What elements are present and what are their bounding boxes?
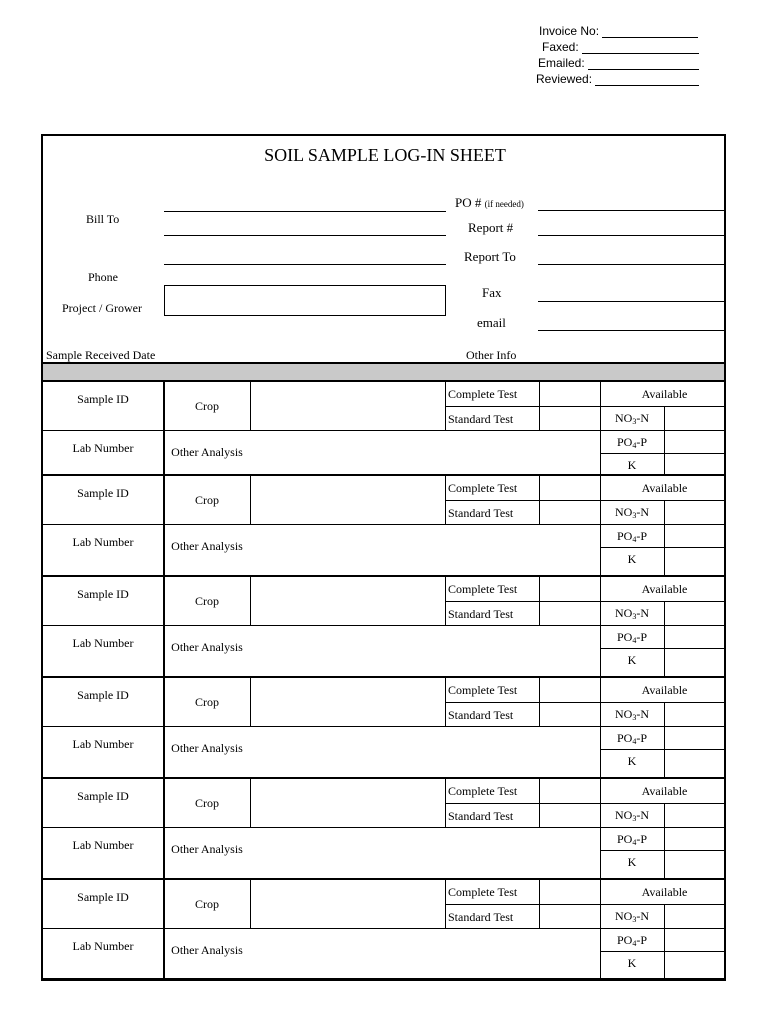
- k-label: K: [627, 653, 637, 667]
- sample-block-divider: [41, 777, 726, 779]
- no3-n-label: [600, 707, 664, 722]
- lab-number-label: Lab Number: [72, 939, 134, 953]
- no3-main: NO: [614, 707, 633, 721]
- crop-field[interactable]: [251, 383, 444, 429]
- emailed-field[interactable]: [588, 58, 699, 70]
- po4-p-label: [600, 832, 664, 847]
- lab-number-label: Lab Number: [72, 838, 134, 852]
- po-label: [455, 195, 524, 211]
- complete-test-label: Complete Test: [448, 481, 518, 495]
- po4-value-field[interactable]: [665, 828, 725, 849]
- other-analysis-label: Other Analysis: [171, 842, 243, 856]
- sample-left-rule: [41, 524, 163, 525]
- crop-field[interactable]: [251, 780, 444, 826]
- available-label: Available: [641, 582, 688, 596]
- sample-block-divider: [41, 575, 726, 577]
- sample-block-divider: [41, 474, 726, 476]
- po-note: (if needed): [484, 199, 524, 209]
- po4-sub: 4: [632, 939, 637, 948]
- report-to-field[interactable]: [538, 264, 726, 265]
- standard-test-label: Standard Test: [448, 506, 514, 520]
- no3-suffix: -N: [636, 909, 649, 923]
- po4-suffix: -P: [636, 832, 647, 846]
- crop-label: Crop: [195, 695, 219, 709]
- po4-main: PO: [616, 933, 633, 947]
- standard-test-checkbox[interactable]: [540, 703, 599, 725]
- crop-field[interactable]: [251, 578, 444, 624]
- k-value-field[interactable]: [665, 952, 725, 978]
- k-value-field[interactable]: [665, 750, 725, 777]
- standard-test-checkbox[interactable]: [540, 905, 599, 927]
- sample-received-date-label: Sample Received Date: [46, 348, 156, 362]
- sample-id-label: Sample ID: [77, 486, 129, 500]
- project-grower-label: Project / Grower: [62, 301, 142, 315]
- sample-id-column-edge: [163, 880, 165, 978]
- other-analysis-field[interactable]: [251, 626, 599, 675]
- po4-p-label: [600, 435, 664, 450]
- available-label: Available: [641, 683, 688, 697]
- complete-test-checkbox[interactable]: [540, 578, 599, 600]
- email-field[interactable]: [538, 330, 726, 331]
- faxed-field[interactable]: [582, 42, 699, 54]
- lab-number-label: Lab Number: [72, 535, 134, 549]
- k-value-field[interactable]: [665, 851, 725, 878]
- standard-test-checkbox[interactable]: [540, 804, 599, 826]
- k-label: K: [627, 855, 637, 869]
- invoice-no-field[interactable]: [602, 26, 698, 38]
- no3-suffix: -N: [636, 707, 649, 721]
- other-analysis-label: Other Analysis: [171, 539, 243, 553]
- faxed-label: Faxed:: [542, 40, 579, 54]
- no3-sub: 3: [632, 612, 637, 621]
- other-analysis-label: Other Analysis: [171, 640, 243, 654]
- standard-test-checkbox[interactable]: [540, 407, 599, 429]
- crop-field[interactable]: [251, 477, 444, 523]
- sample-block-divider: [41, 878, 726, 880]
- no3-main: NO: [614, 505, 633, 519]
- po4-sub: 4: [632, 838, 637, 847]
- no3-main: NO: [614, 411, 633, 425]
- lab-number-label: Lab Number: [72, 737, 134, 751]
- emailed-label: Emailed:: [538, 56, 585, 70]
- sample-left-rule: [41, 625, 163, 626]
- report-to-label: Report To: [464, 249, 516, 264]
- crop-field[interactable]: [251, 881, 444, 927]
- standard-test-label: Standard Test: [448, 809, 514, 823]
- invoice-no-label: Invoice No:: [539, 24, 600, 38]
- no3-sub: 3: [632, 417, 637, 426]
- bill-to-label: Bill To: [86, 212, 120, 226]
- po4-value-field[interactable]: [665, 626, 725, 647]
- po4-p-label: [600, 933, 664, 948]
- page-title: SOIL SAMPLE LOG-IN SHEET: [264, 145, 506, 165]
- sample-left-rule: [41, 430, 163, 431]
- po4-sub: 4: [632, 737, 637, 746]
- k-label: K: [627, 552, 637, 566]
- po4-suffix: -P: [636, 630, 647, 644]
- sample-id-label: Sample ID: [77, 688, 129, 702]
- bill-to-line-2[interactable]: [164, 235, 446, 236]
- no3-n-label: [600, 606, 664, 621]
- reviewed-row: [536, 72, 699, 86]
- fax-label: Fax: [482, 285, 502, 300]
- po4-p-label: [600, 630, 664, 645]
- no3-value-field[interactable]: [665, 804, 725, 826]
- po4-main: PO: [616, 529, 633, 543]
- other-info-label: Other Info: [466, 348, 517, 362]
- no3-sub: 3: [632, 713, 637, 722]
- no3-n-label: [600, 909, 664, 924]
- standard-test-checkbox[interactable]: [540, 602, 599, 624]
- no3-suffix: -N: [636, 606, 649, 620]
- reviewed-field[interactable]: [595, 74, 699, 86]
- project-grower-field[interactable]: [164, 285, 446, 316]
- po4-sub: 4: [632, 441, 637, 450]
- sample-id-label: Sample ID: [77, 789, 129, 803]
- emailed-row: [538, 56, 699, 70]
- no3-main: NO: [614, 909, 633, 923]
- report-no-label: Report #: [468, 220, 514, 235]
- reviewed-label: Reviewed:: [536, 72, 593, 86]
- crop-label: Crop: [195, 594, 219, 608]
- po4-p-label: [600, 731, 664, 746]
- sample-id-column-edge: [163, 382, 165, 474]
- complete-test-checkbox[interactable]: [540, 780, 599, 802]
- bill-to-line-3[interactable]: [164, 264, 446, 265]
- complete-test-checkbox[interactable]: [540, 679, 599, 701]
- k-label: K: [627, 956, 637, 970]
- no3-value-field[interactable]: [665, 501, 725, 523]
- crop-field[interactable]: [251, 679, 444, 725]
- lab-number-label: Lab Number: [72, 441, 134, 455]
- k-value-field[interactable]: [665, 649, 725, 676]
- po4-sub: 4: [632, 636, 637, 645]
- no3-sub: 3: [632, 511, 637, 520]
- sample-left-rule: [41, 928, 163, 929]
- faxed-row: [542, 40, 699, 54]
- sample-id-label: Sample ID: [77, 392, 129, 406]
- standard-test-label: Standard Test: [448, 910, 514, 924]
- po-label-text: PO #: [455, 195, 482, 210]
- sample-left-rule: [41, 827, 163, 828]
- no3-value-field[interactable]: [665, 602, 725, 624]
- po4-p-label: [600, 529, 664, 544]
- bill-to-line-1[interactable]: [164, 211, 446, 212]
- complete-test-label: Complete Test: [448, 582, 518, 596]
- complete-test-label: Complete Test: [448, 784, 518, 798]
- other-analysis-field[interactable]: [251, 525, 599, 574]
- fax-field[interactable]: [538, 301, 726, 302]
- k-label: K: [627, 754, 637, 768]
- no3-suffix: -N: [636, 505, 649, 519]
- other-analysis-label: Other Analysis: [171, 445, 243, 459]
- sample-id-label: Sample ID: [77, 890, 129, 904]
- po4-value-field[interactable]: [665, 727, 725, 748]
- po4-suffix: -P: [636, 435, 647, 449]
- po4-main: PO: [616, 630, 633, 644]
- complete-test-checkbox[interactable]: [540, 881, 599, 903]
- available-label: Available: [641, 481, 688, 495]
- po4-suffix: -P: [636, 529, 647, 543]
- crop-label: Crop: [195, 399, 219, 413]
- section-separator-band: [43, 364, 724, 382]
- crop-label: Crop: [195, 897, 219, 911]
- no3-n-label: [600, 505, 664, 520]
- sample-left-rule: [41, 726, 163, 727]
- no3-value-field[interactable]: [665, 703, 725, 725]
- po4-value-field[interactable]: [665, 431, 725, 452]
- phone-label: Phone: [88, 270, 118, 284]
- other-analysis-field[interactable]: [251, 431, 599, 473]
- sample-block-divider: [41, 676, 726, 678]
- no3-sub: 3: [632, 915, 637, 924]
- sample-block-divider: [41, 978, 726, 980]
- complete-test-label: Complete Test: [448, 683, 518, 697]
- k-value-field[interactable]: [665, 548, 725, 575]
- po4-value-field[interactable]: [665, 525, 725, 546]
- available-label: Available: [641, 784, 688, 798]
- other-analysis-field[interactable]: [251, 828, 599, 877]
- crop-label: Crop: [195, 796, 219, 810]
- sample-id-column-edge: [163, 678, 165, 777]
- other-analysis-field[interactable]: [251, 929, 599, 977]
- other-analysis-label: Other Analysis: [171, 943, 243, 957]
- k-value-field[interactable]: [665, 454, 725, 474]
- email-label: email: [477, 315, 506, 330]
- no3-suffix: -N: [636, 411, 649, 425]
- complete-test-checkbox[interactable]: [540, 383, 599, 405]
- no3-value-field[interactable]: [665, 905, 725, 927]
- crop-label: Crop: [195, 493, 219, 507]
- standard-test-label: Standard Test: [448, 708, 514, 722]
- standard-test-label: Standard Test: [448, 412, 514, 426]
- no3-n-label: [600, 411, 664, 426]
- po4-main: PO: [616, 435, 633, 449]
- po4-main: PO: [616, 731, 633, 745]
- po4-main: PO: [616, 832, 633, 846]
- complete-test-checkbox[interactable]: [540, 477, 599, 499]
- lab-number-label: Lab Number: [72, 636, 134, 650]
- po4-suffix: -P: [636, 731, 647, 745]
- no3-main: NO: [614, 606, 633, 620]
- sample-id-label: Sample ID: [77, 587, 129, 601]
- report-no-field[interactable]: [538, 235, 726, 236]
- standard-test-label: Standard Test: [448, 607, 514, 621]
- no3-value-field[interactable]: [665, 407, 725, 429]
- available-label: Available: [641, 885, 688, 899]
- other-analysis-field[interactable]: [251, 727, 599, 776]
- complete-test-label: Complete Test: [448, 387, 518, 401]
- sample-id-column-edge: [163, 577, 165, 676]
- standard-test-checkbox[interactable]: [540, 501, 599, 523]
- available-label: Available: [641, 387, 688, 401]
- no3-main: NO: [614, 808, 633, 822]
- no3-n-label: [600, 808, 664, 823]
- sample-id-column-edge: [163, 779, 165, 878]
- other-analysis-label: Other Analysis: [171, 741, 243, 755]
- po4-suffix: -P: [636, 933, 647, 947]
- po4-value-field[interactable]: [665, 929, 725, 950]
- sample-id-column-edge: [163, 476, 165, 575]
- k-label: K: [627, 458, 637, 472]
- po-field[interactable]: [538, 210, 726, 211]
- no3-suffix: -N: [636, 808, 649, 822]
- complete-test-label: Complete Test: [448, 885, 518, 899]
- invoice-no-row: [539, 24, 698, 38]
- no3-sub: 3: [632, 814, 637, 823]
- po4-sub: 4: [632, 535, 637, 544]
